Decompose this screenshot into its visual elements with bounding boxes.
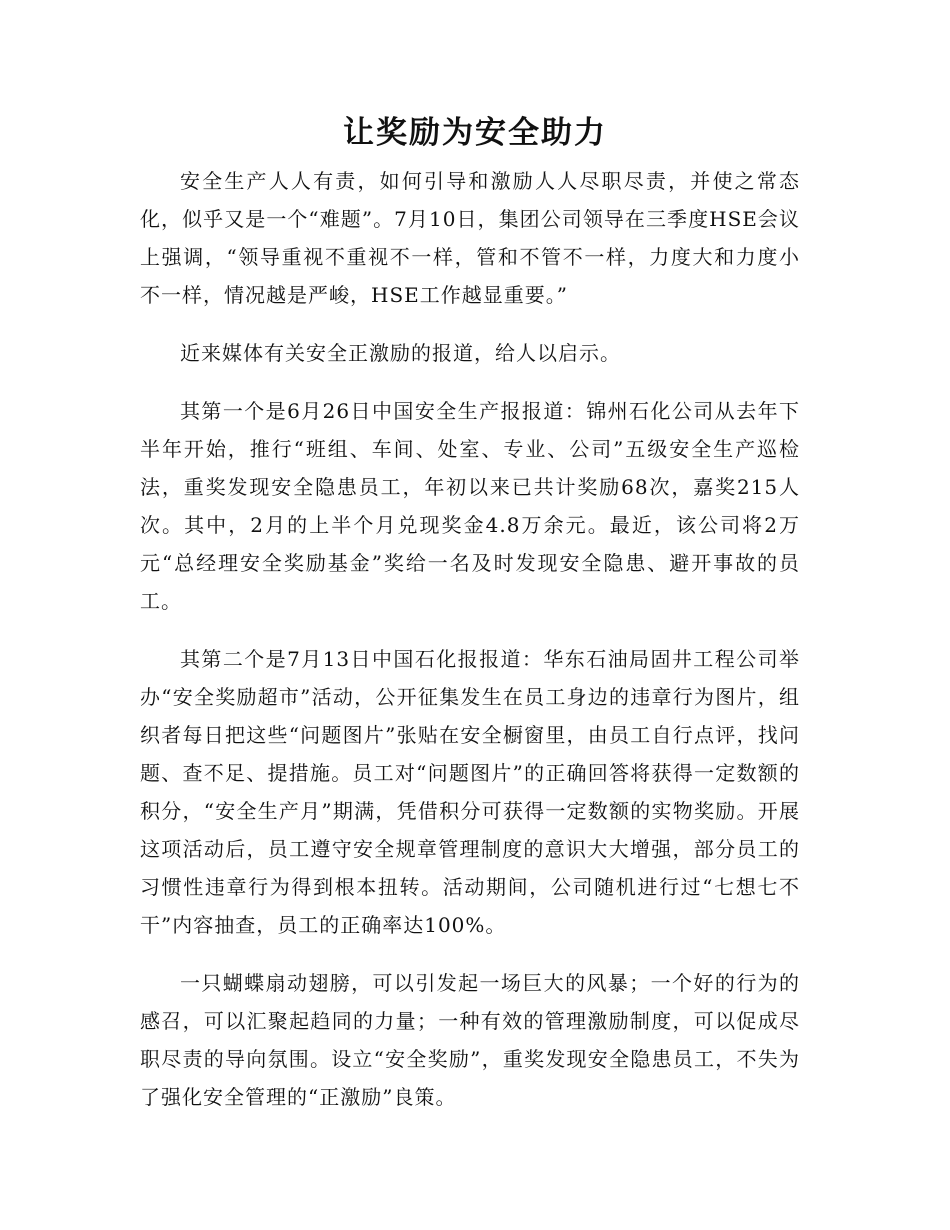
paragraph-media-reports: 近来媒体有关安全正激励的报道，给人以启示。 <box>180 341 621 365</box>
paragraph-second-report: 其第二个是7月13日中国石化报报道：华东石油局固井工程公司举办“安全奖励超市”活动，公开征集发生在员工身边的违章行为图片，组织者每日把这些“问题图片”张贴在安全橱窗里，由员工自行点评，找问题、查不足、提措施。员工对“问题图片”的正确回答将获得一定数额的积分，“安全生产月”期满，凭借积分可获得一定数额的实物奖励。开展这项活动后，员工遵守安全规章管理制度的意识大大增强，部分员工的习惯性违章行为得到根本扭转。活动期间，公司随机进行过“七想七不干”内容抽查，员工的正确率达100%。 <box>140 647 800 937</box>
document-title: 让奖励为安全助力 <box>343 115 607 151</box>
paragraph-conclusion: 一只蝴蝶扇动翅膀，可以引发起一场巨大的风暴；一个好的行为的感召，可以汇聚起趋同的力量；一种有效的管理激励制度，可以促成尽职尽责的导向氛围。设立“安全奖励”，重奖发现安全隐患员工，不失为了强化安全管理的“正激励”良策。 <box>140 971 800 1109</box>
paragraph-intro: 安全生产人人有责，如何引导和激励人人尽职尽责，并使之常态化，似乎又是一个“难题”。7月10日，集团公司领导在三季度HSE会议上强调，“领导重视不重视不一样，管和不管不一样，力度大和力度小不一样，情况越是严峻，HSE工作越显重要。” <box>140 169 800 307</box>
document-body <box>140 162 800 1136</box>
paragraph-first-report: 其第一个是6月26日中国安全生产报报道：锦州石化公司从去年下半年开始，推行“班组、车间、处室、专业、公司”五级安全生产巡检法，重奖发现安全隐患员工，年初以来已共计奖励68次，嘉奖215人次。其中，2月的上半个月兑现奖金4.8万余元。最近，该公司将2万元“总经理安全奖励基金”奖给一名及时发现安全隐患、避开事故的员工。 <box>140 399 800 613</box>
